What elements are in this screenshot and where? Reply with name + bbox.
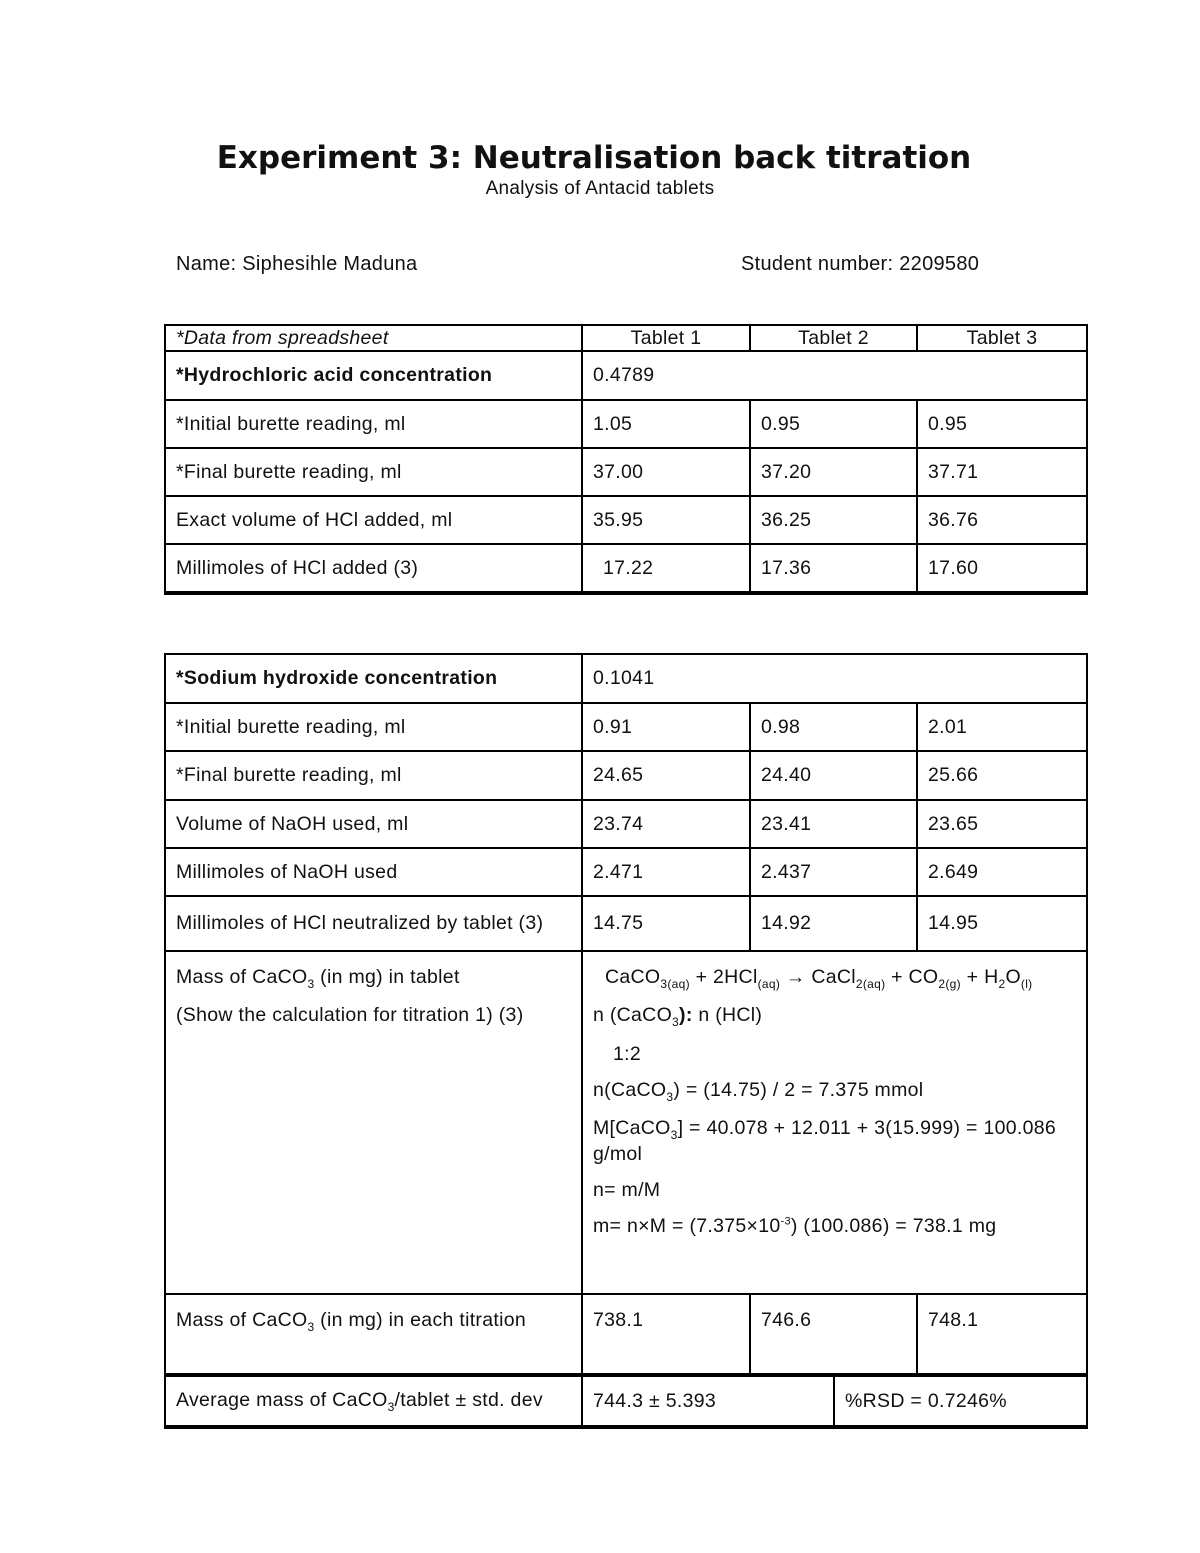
text: (in mg) in tablet bbox=[314, 966, 460, 988]
hcl-data-table bbox=[164, 324, 1088, 595]
cell-tablet-2: 17.36 bbox=[750, 544, 917, 593]
naoh-concentration-label: *Sodium hydroxide concentration bbox=[165, 654, 582, 703]
text: n (CaCO bbox=[593, 1004, 673, 1027]
text: ) = (14.75) / 2 = 7.375 mmol bbox=[673, 1078, 924, 1101]
cell-tablet-3: 0.95 bbox=[917, 400, 1087, 448]
table-row bbox=[165, 448, 1087, 496]
text: O bbox=[1005, 966, 1021, 988]
mass-calc bbox=[593, 1215, 1076, 1238]
text: Mass of CaCO bbox=[176, 966, 308, 988]
cell-tablet-1: 17.22 bbox=[582, 544, 750, 593]
row-label: Exact volume of HCl added, ml bbox=[165, 496, 582, 544]
table-row bbox=[165, 703, 1087, 751]
cell-tablet-3: 14.95 bbox=[917, 896, 1087, 951]
header-tablet-2: Tablet 2 bbox=[750, 325, 917, 351]
subscript: 3 bbox=[672, 1015, 680, 1030]
text: ): bbox=[679, 1004, 693, 1027]
subscript: 2 bbox=[998, 976, 1006, 991]
reaction-equation bbox=[593, 966, 1076, 991]
mole-ratio bbox=[593, 1004, 1076, 1029]
molar-mass-calc bbox=[593, 1117, 1076, 1166]
table-row bbox=[165, 544, 1087, 593]
moles-calc bbox=[593, 1079, 1076, 1104]
subscript: 2(aq) bbox=[855, 976, 886, 991]
row-label: *Final burette reading, ml bbox=[165, 751, 582, 800]
cell-tablet-2: 0.98 bbox=[750, 703, 917, 751]
row-label: Millimoles of HCl neutralized by tablet (3) bbox=[165, 896, 582, 951]
table-row bbox=[165, 351, 1087, 400]
text: Average mass of CaCO bbox=[176, 1388, 388, 1411]
cell-tablet-3: 17.60 bbox=[917, 544, 1087, 593]
subscript: 3 bbox=[387, 1399, 395, 1414]
text: + CO bbox=[885, 966, 939, 988]
cell-tablet-3: 2.649 bbox=[917, 848, 1087, 896]
text: m= n×M = (7.375×10 bbox=[593, 1215, 781, 1238]
subscript: 3 bbox=[666, 1089, 674, 1104]
cell-tablet-1: 738.1 bbox=[582, 1294, 750, 1375]
text: /tablet ± std. dev bbox=[394, 1388, 543, 1411]
superscript: -3 bbox=[780, 1215, 791, 1228]
cell-tablet-2: 746.6 bbox=[750, 1294, 917, 1375]
cell-tablet-2: 14.92 bbox=[750, 896, 917, 951]
text: M[CaCO bbox=[593, 1117, 671, 1140]
subscript: (l) bbox=[1020, 976, 1033, 991]
cell-tablet-3: 23.65 bbox=[917, 800, 1087, 848]
row-label: Millimoles of HCl added (3) bbox=[165, 544, 582, 593]
cell-tablet-2: 36.25 bbox=[750, 496, 917, 544]
header-data-from-spreadsheet: *Data from spreadsheet bbox=[165, 325, 582, 351]
table-row bbox=[165, 751, 1087, 800]
mass-label-line-2: (Show the calculation for titration 1) (3) bbox=[176, 1003, 524, 1026]
row-label: *Initial burette reading, ml bbox=[165, 703, 582, 751]
text: Mass of CaCO bbox=[176, 1309, 308, 1331]
mass-label-line-1 bbox=[176, 966, 571, 991]
header-tablet-3: Tablet 3 bbox=[917, 325, 1087, 351]
cell-tablet-2: 0.95 bbox=[750, 400, 917, 448]
text: ) (100.086) = 738.1 mg bbox=[790, 1215, 997, 1238]
text: + H bbox=[960, 966, 999, 988]
naoh-data-table bbox=[164, 653, 1088, 1429]
page-subtitle: Analysis of Antacid tablets bbox=[485, 178, 715, 199]
ratio-value: 1:2 bbox=[613, 1042, 642, 1065]
cell-tablet-1: 24.65 bbox=[582, 751, 750, 800]
cell-tablet-3: 748.1 bbox=[917, 1294, 1087, 1375]
mass-calculation-row bbox=[165, 951, 1087, 1294]
cell-tablet-1: 37.00 bbox=[582, 448, 750, 496]
cell-tablet-1: 0.91 bbox=[582, 703, 750, 751]
cell-tablet-3: 36.76 bbox=[917, 496, 1087, 544]
cell-tablet-2: 23.41 bbox=[750, 800, 917, 848]
cell-tablet-1: 1.05 bbox=[582, 400, 750, 448]
hcl-concentration-value: 0.4789 bbox=[582, 351, 1087, 400]
row-label: Volume of NaOH used, ml bbox=[165, 800, 582, 848]
cell-tablet-1: 23.74 bbox=[582, 800, 750, 848]
hcl-concentration-label: *Hydrochloric acid concentration bbox=[165, 351, 582, 400]
text: CaCO bbox=[605, 966, 661, 988]
text: n(CaCO bbox=[593, 1078, 667, 1101]
cell-tablet-2: 24.40 bbox=[750, 751, 917, 800]
cell-tablet-2: 2.437 bbox=[750, 848, 917, 896]
average-value: 744.3 ± 5.393 bbox=[582, 1375, 834, 1427]
subscript: (aq) bbox=[757, 976, 781, 991]
cell-tablet-3: 37.71 bbox=[917, 448, 1087, 496]
row-label: Millimoles of NaOH used bbox=[165, 848, 582, 896]
table-row bbox=[165, 848, 1087, 896]
header-tablet-1: Tablet 1 bbox=[582, 325, 750, 351]
mass-calculation-label bbox=[165, 951, 582, 1294]
cell-tablet-1: 2.471 bbox=[582, 848, 750, 896]
text: → CaCl bbox=[780, 966, 856, 988]
formula: n= m/M bbox=[593, 1178, 661, 1201]
table-row bbox=[165, 1294, 1087, 1375]
subscript: 3 bbox=[307, 1319, 315, 1334]
each-titration-label bbox=[165, 1294, 582, 1375]
subscript: 3(aq) bbox=[660, 976, 690, 991]
average-row bbox=[165, 1375, 1087, 1427]
table-row bbox=[165, 654, 1087, 703]
text: n (HCl) bbox=[692, 1004, 763, 1027]
table-row bbox=[165, 896, 1087, 951]
student-number: Student number: 2209580 bbox=[741, 253, 980, 275]
page-title: Experiment 3: Neutralisation back titration bbox=[216, 140, 972, 176]
student-name: Name: Siphesihle Maduna bbox=[176, 253, 418, 275]
rsd-value: %RSD = 0.7246% bbox=[834, 1375, 1087, 1427]
table-row bbox=[165, 800, 1087, 848]
average-label bbox=[165, 1375, 582, 1427]
mass-calculation-work bbox=[582, 951, 1087, 1294]
table-row bbox=[165, 496, 1087, 544]
text: ] = 40.078 + 12.011 + 3(15.999) = 100.086 g/mol bbox=[593, 1117, 1057, 1165]
subscript: 3 bbox=[670, 1128, 678, 1143]
cell-tablet-2: 37.20 bbox=[750, 448, 917, 496]
row-label: *Final burette reading, ml bbox=[165, 448, 582, 496]
naoh-concentration-value: 0.1041 bbox=[582, 654, 1087, 703]
text: + 2HCl bbox=[689, 966, 758, 988]
subscript: 2(g) bbox=[938, 976, 961, 991]
cell-tablet-3: 2.01 bbox=[917, 703, 1087, 751]
row-label: *Initial burette reading, ml bbox=[165, 400, 582, 448]
table-row bbox=[165, 400, 1087, 448]
subscript: 3 bbox=[307, 976, 315, 991]
table-header-row bbox=[165, 325, 1087, 351]
text: (in mg) in each titration bbox=[314, 1309, 527, 1331]
cell-tablet-3: 25.66 bbox=[917, 751, 1087, 800]
cell-tablet-1: 14.75 bbox=[582, 896, 750, 951]
cell-tablet-1: 35.95 bbox=[582, 496, 750, 544]
